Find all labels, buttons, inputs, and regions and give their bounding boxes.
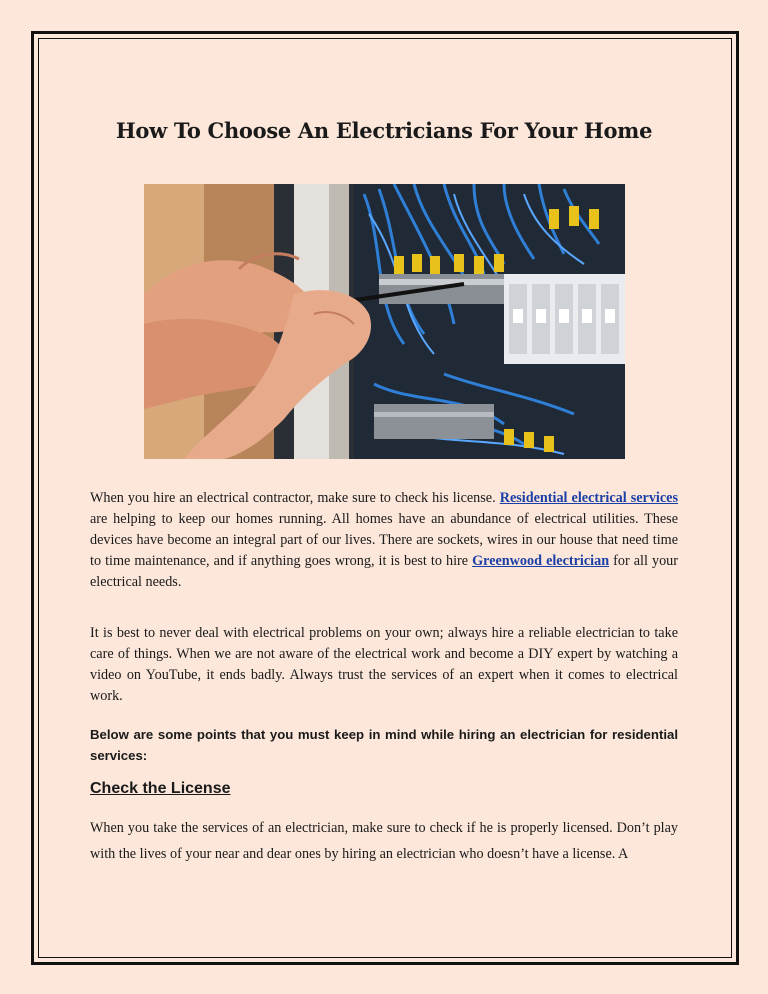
paragraph-points-intro: Below are some points that you must keep in mind while hiring an electrician for residential services:: [90, 727, 678, 763]
paragraph-license-intro: [90, 488, 678, 593]
paragraph-text: for all your electrical needs.: [90, 553, 678, 590]
paragraph-text: are helping to keep our homes running. All homes have an abundance of electrical utilities. These devices have become an integral part of our lives. There are sockets, wires in our house that need time to time maintenance, and if anything goes wrong, it is best to hire: [90, 511, 678, 569]
paragraph-text: When you hire an electrical contractor, make sure to check his license.: [90, 490, 500, 506]
paragraph-check-license: When you take the services of an electrician, make sure to check if he is properly licensed. Don’t play with the lives of your near and dear ones by hiring an electrician who doesn’t have a license. A: [90, 820, 678, 862]
link-residential-electrical-services[interactable]: Residential electrical services: [499, 490, 678, 506]
paragraph-reliable-electrician: It is best to never deal with electrical problems on your own; always hire a reliable electrician to take care of things. When we are not aware of the electrical work and become a DIY expert by watching a video on YouTube, it ends badly. Always trust the services of an expert when it comes to electrical work.: [90, 625, 678, 704]
document-title: How To Choose An Electricians For Your Home: [115, 118, 653, 143]
link-greenwood-electrician[interactable]: Greenwood electrician: [472, 553, 610, 569]
electrician-photo: [144, 184, 625, 459]
heading-check-license: Check the License: [90, 780, 231, 797]
